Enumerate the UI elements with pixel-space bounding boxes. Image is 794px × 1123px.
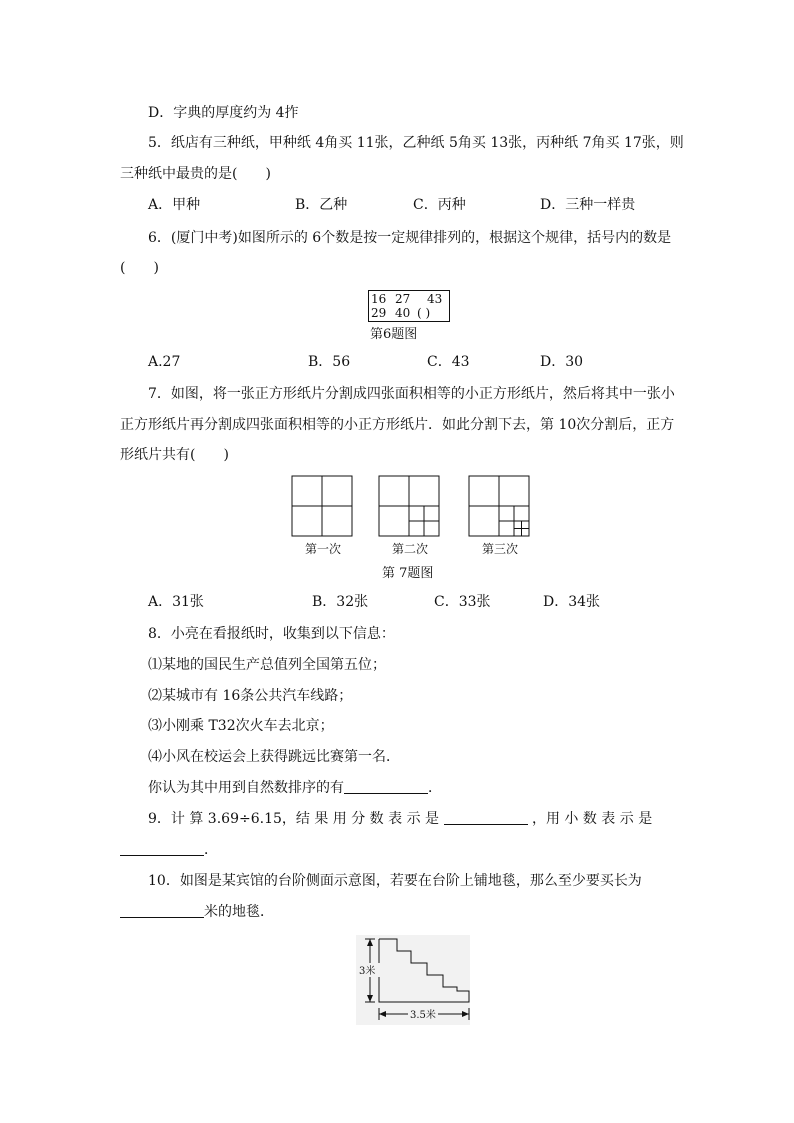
- q6-cell-r2c2: 40: [395, 306, 411, 320]
- q7-text-line2: 正方形纸片再分割成四张面积相等的小正方形纸片．如此分割下去，第 10次分割后，正方: [120, 417, 675, 433]
- q6-option-c: C．43: [427, 354, 470, 370]
- q8-text: 8．小亮在看报纸时，收集到以下信息：: [148, 626, 395, 642]
- q6-cell-r1c1: 16: [371, 292, 387, 306]
- q7-option-b: B．32张: [312, 594, 369, 610]
- q6-text-line2: ( ): [120, 260, 159, 276]
- q6-cell-r2c1: 29: [371, 306, 387, 320]
- q6-cell-r1c2: 27: [395, 292, 411, 306]
- q4-option-d: D．字典的厚度约为 4拃: [148, 105, 299, 121]
- q8-item-2: ⑵某城市有 16条公共汽车线路；: [148, 688, 353, 704]
- q7-figure-caption: 第 7题图: [382, 566, 434, 581]
- q7-text-line1: 7．如图，将一张正方形纸片分割成四张面积相等的小正方形纸片，然后将其中一张小: [148, 386, 675, 402]
- q5-option-a: A．甲种: [148, 197, 201, 213]
- q5-option-c: C．丙种: [413, 197, 466, 213]
- q7-label-first: 第一次: [305, 542, 342, 556]
- q7-option-d: D．34张: [543, 594, 601, 610]
- q6-option-a: A.27: [148, 354, 181, 370]
- q6-cell-r2c3: ( ): [417, 306, 431, 320]
- q6-option-b: B．56: [308, 354, 351, 370]
- q9-text-end: ．: [204, 842, 218, 858]
- q7-label-second: 第二次: [392, 542, 429, 556]
- q7-option-a: A．31张: [148, 594, 204, 610]
- q10-height-label: 3米: [359, 966, 376, 977]
- q5-option-d: D．三种一样贵: [540, 197, 636, 213]
- q5-text-line2: 三种纸中最贵的是( ): [120, 166, 271, 182]
- q9-text-part1: 9．计 算 3.69÷6.15，结 果 用 分 数 表 示 是: [148, 811, 440, 827]
- q7-label-third: 第三次: [482, 542, 519, 556]
- q7-text-line3: 形纸片共有( ): [120, 447, 229, 463]
- q8-question-text: 你认为其中用到自然数排序的有: [148, 780, 344, 796]
- q9-text-part2: ，用 小 数 表 示 是: [531, 811, 653, 827]
- q10-width-label: 3.5米: [410, 1010, 436, 1021]
- q7-option-c: C．33张: [434, 594, 491, 610]
- q10-text-line1: 10．如图是某宾馆的台阶侧面示意图，若要在台阶上铺地毯，那么至少要买长为: [148, 873, 642, 889]
- q6-option-d: D．30: [540, 354, 584, 370]
- q8-item-1: ⑴某地的国民生产总值列全国第五位；: [148, 657, 386, 673]
- q8-item-4: ⑷小风在校运会上获得跳远比赛第一名．: [148, 749, 400, 765]
- q6-figure-caption: 第6题图: [370, 327, 418, 342]
- q10-text-end: 米的地毯．: [204, 904, 274, 920]
- q8-question-end: ．: [428, 780, 442, 796]
- q6-text-line1: 6．(厦门中考)如图所示的 6个数是按一定规律排列的，根据这个规律，括号内的数是: [148, 230, 672, 246]
- q8-item-3: ⑶小刚乘 T32次火车去北京；: [148, 718, 334, 734]
- q5-option-b: B．乙种: [295, 197, 348, 213]
- q6-cell-r1c3: 43: [427, 292, 443, 306]
- q5-text-line1: 5．纸店有三种纸，甲种纸 4角买 11张，乙种纸 5角买 13张，丙种纸 7角买 17张，则: [148, 135, 684, 151]
